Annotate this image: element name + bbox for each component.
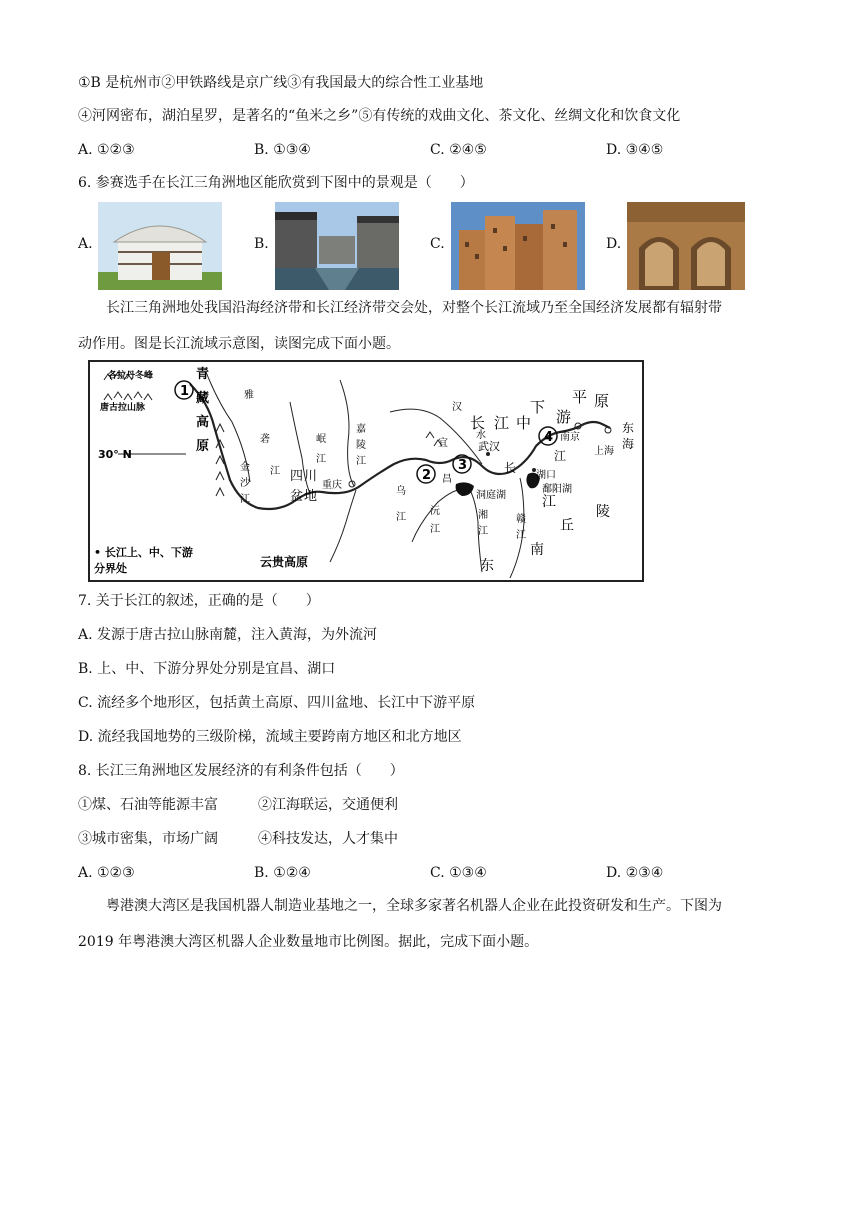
q6-label-a: A. [78, 236, 93, 252]
label-chongqing: 重庆 [322, 480, 342, 491]
q8-option-a: A. ①②③ [78, 865, 135, 881]
q6-label-d: D. [606, 236, 622, 252]
mountain-symbols [104, 372, 442, 496]
gan-river [510, 478, 524, 578]
label-min-2: 江 [316, 454, 326, 465]
label-pendi-2: 地 [304, 489, 318, 504]
legend-line2: 分界处 [94, 562, 127, 575]
label-yalong-2: 砻 [260, 434, 270, 445]
label-ling: 陵 [596, 504, 610, 520]
label-river-jiang: 江 [494, 414, 510, 432]
q8-condition-3: ③城市密集，市场广阔 [78, 831, 218, 847]
label-poyang: 鄱阳湖 [542, 484, 572, 495]
yurt-photo [98, 202, 222, 290]
legend-line1: • 长江上、中、下游 [94, 546, 193, 559]
label-dongting: 洞庭湖 [476, 490, 506, 501]
han-river [390, 409, 482, 464]
label-latitude: 30° N [98, 448, 132, 461]
q5-statements-line2: ④河网密布，湖泊星罗，是著名的“鱼米之乡”⑤有传统的戏曲文化、茶文化、丝绸文化和饮食文化 [78, 108, 681, 124]
label-dong-sea-2: 海 [622, 437, 635, 451]
label-tanggula: 唐古拉山脉 [100, 403, 146, 413]
q6-stem: 6. 参赛选手在长江三角洲地区能欣赏到下图中的景观是（ ） [78, 175, 474, 191]
marker-3-label: 3 [458, 458, 468, 473]
label-geladandong: 各拉丹冬峰 [108, 371, 154, 381]
label-wu-1: 乌 [396, 486, 406, 497]
intro-yangtze-line1: 长江三角洲地处我国沿海经济带和长江经济带交会处，对整个长江流域乃至全国经济发展都有辐射带 [106, 300, 722, 316]
q6-label-c: C. [430, 236, 445, 252]
label-gao: 高 [196, 415, 210, 430]
yangtze-basin-map [88, 360, 644, 582]
water-town-photo [275, 202, 399, 290]
label-jialing-2: 陵 [356, 440, 366, 451]
q8-condition-4: ④科技发达，人才集中 [258, 831, 398, 847]
label-chang-lower: 长 [504, 461, 517, 475]
label-xiang-1: 湘 [478, 510, 488, 521]
label-pendi-1: 盆 [290, 489, 304, 504]
label-hukou: 湖口 [536, 470, 556, 481]
label-dong-south: 东 [480, 558, 494, 574]
label-zang: 藏 [196, 391, 210, 406]
label-wuhan: 武汉 [478, 440, 500, 453]
label-wu-2: 江 [396, 512, 406, 523]
intro-gba [78, 888, 778, 960]
q5-option-d: D. ③④⑤ [606, 142, 664, 158]
label-jinsha-2: 沙 [240, 478, 250, 489]
label-jinsha-1: 金 [240, 462, 250, 473]
label-yungui: 云贵高原 [260, 555, 309, 569]
marker-2-label: 2 [422, 468, 432, 483]
label-river-zhong: 中 [516, 414, 532, 432]
label-qiu: 丘 [560, 518, 574, 534]
q5-option-c: C. ②④⑤ [430, 142, 487, 158]
intro-yangtze-line2: 动作用。图是长江流域示意图，读图完成下面小题。 [78, 336, 400, 352]
q7-stem: 7. 关于长江的叙述，正确的是（ ） [78, 593, 320, 609]
adobe-city-photo [451, 202, 585, 290]
label-jiangnan-2: 南 [530, 542, 544, 558]
label-gan-2: 江 [516, 530, 526, 541]
label-xiang-2: 江 [478, 526, 488, 537]
label-sichuan-1: 四 [290, 469, 304, 484]
label-han: 汉 [452, 402, 462, 413]
label-qing: 青 [196, 367, 210, 382]
label-gan-1: 赣 [516, 514, 526, 525]
label-min-1: 岷 [316, 434, 326, 445]
label-xia: 下 [530, 398, 546, 416]
label-jiangnan-1: 江 [542, 494, 556, 510]
q7-option-b: B. 上、中、下游分界处分别是宜昌、湖口 [78, 661, 336, 677]
label-jialing-3: 江 [356, 456, 366, 467]
jialing-river [340, 380, 354, 486]
dongting-lake [456, 482, 474, 496]
label-yuan-plain: 原 [594, 392, 610, 410]
q7-option-d: D. 流经我国地势的三级阶梯，流域主要跨南方地区和北方地区 [78, 729, 462, 745]
intro-yangtze [78, 290, 778, 362]
q7-option-a: A. 发源于唐古拉山脉南麓，注入黄海，为外流河 [78, 627, 378, 643]
q8-condition-1: ①煤、石油等能源丰富 [78, 797, 218, 813]
q5-option-a: A. ①②③ [78, 142, 135, 158]
label-sichuan-2: 川 [304, 469, 318, 484]
marker-1-label: 1 [180, 384, 190, 399]
label-yalong-1: 雅 [244, 390, 254, 401]
label-you: 游 [556, 408, 572, 426]
intro-gba-line1: 粤港澳大湾区是我国机器人制造业基地之一，全球多家著名机器人企业在此投资研发和生产。下图为 [106, 898, 722, 914]
label-yuan-river-2: 江 [430, 524, 440, 535]
q8-option-b: B. ①②④ [254, 865, 311, 881]
wu-river [330, 490, 356, 562]
label-yuan-river-1: 沅 [430, 506, 440, 517]
q8-option-c: C. ①③④ [430, 865, 487, 881]
q6-label-b: B. [254, 236, 269, 252]
label-jialing-1: 嘉 [356, 424, 366, 435]
label-shanghai: 上海 [594, 446, 614, 457]
label-yalong-3: 江 [270, 466, 280, 477]
label-ping: 平 [572, 388, 588, 406]
label-yuan: 原 [196, 439, 210, 454]
label-nanjing: 南京 [560, 432, 580, 443]
q8-option-d: D. ②③④ [606, 865, 664, 881]
q5-option-b: B. ①③④ [254, 142, 311, 158]
label-river-chang: 长 [470, 414, 486, 432]
q5-statements-line1: ①B 是杭州市②甲铁路线是京广线③有我国最大的综合性工业基地 [78, 75, 484, 91]
q8-condition-2: ②江海联运，交通便利 [258, 797, 398, 813]
label-jinsha-3: 江 [240, 494, 250, 505]
marker-4-label: 4 [544, 430, 554, 445]
label-yichang-1: 宜 [438, 438, 448, 449]
label-shui: 水 [476, 430, 486, 441]
intro-gba-line2: 2019 年粤港澳大湾区机器人企业数量地市比例图。据此，完成下面小题。 [78, 934, 539, 950]
q7-option-c: C. 流经多个地形区，包括黄土高原、四川盆地、长江中下游平原 [78, 695, 476, 711]
label-jiang-mid: 江 [554, 449, 567, 463]
q8-stem: 8. 长江三角洲地区发展经济的有利条件包括（ ） [78, 763, 404, 779]
label-dong-sea-1: 东 [622, 421, 635, 435]
label-yichang-2: 昌 [442, 474, 452, 485]
cave-dwelling-photo [627, 202, 745, 290]
